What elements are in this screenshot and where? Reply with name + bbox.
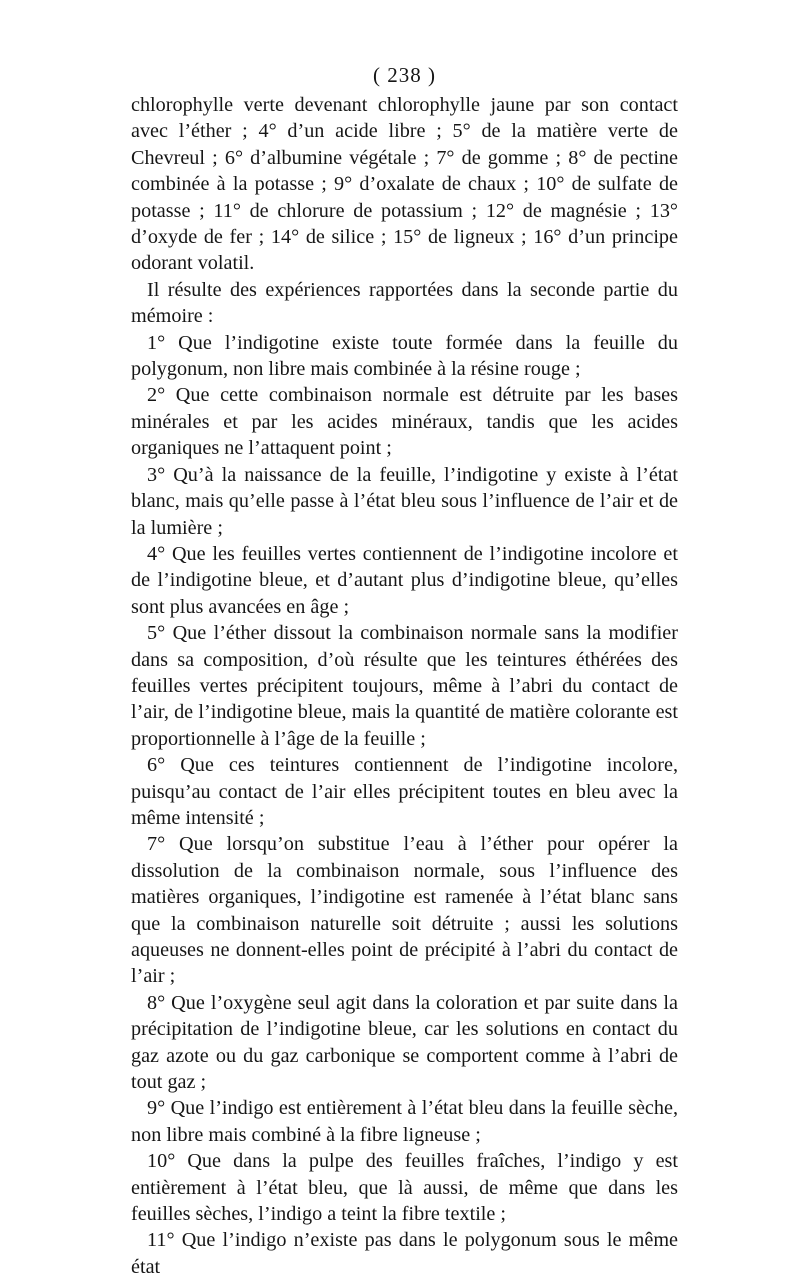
paragraph-continuation: chlorophylle verte devenant chlorophylle jaune par son contact avec l’éther ; 4° d’un acide libre ; 5° de la matière verte de Chevreul ; 6° d’albumine végétale ; 7° de gomme ; 8° de pectine combinée à la potasse ; 9° d’oxalate de chaux ; 10° de sulfate de potasse ; 11° de chlorure de potassium ; 12° de magnésie ; 13° d’oxyde de fer ; 14° de silice ; 15° de ligneux ; 16° d’un principe odorant volatil. xyxy=(131,94,678,275)
page-number: ( 238 ) xyxy=(373,63,436,87)
paragraph-item-5: 5° Que l’éther dissout la combinaison normale sans la modifier dans sa composition, d’où résulte que les teintures éthérées des feuilles vertes précipitent toujours, même à l’abri du contact de l’air, de l’indigotine bleue, mais la quantité de matière colorante est proportionnelle à l’âge de la feuille ; xyxy=(131,622,678,750)
paragraph-item-8: 8° Que l’oxygène seul agit dans la coloration et par suite dans la précipitation de l’indigotine bleue, car les solutions en contact du gaz azote ou du gaz carbonique se comportent comme à l’abri de tout gaz ; xyxy=(131,991,678,1094)
paragraph-item-10: 10° Que dans la pulpe des feuilles fraîches, l’indigo y est entièrement à l’état bleu, que là aussi, de même que dans les feuilles sèches, l’indigo a teint la fibre textile ; xyxy=(131,1150,678,1226)
paragraph-item-11: 11° Que l’indigo n’existe pas dans le polygonum sous le même état xyxy=(131,1229,678,1278)
paragraph-intro: Il résulte des expériences rapportées dans la seconde partie du mémoire : xyxy=(131,278,678,328)
paragraph-item-7: 7° Que lorsqu’on substitue l’eau à l’éther pour opérer la dissolution de la combinaison normale, sous l’influence des matières organiques, l’indigotine est ramenée à l’état blanc sans que la combinaison naturelle soit détruite ; aussi les solutions aqueuses ne donnent-elles point de précipité à l’abri du contact de l’air ; xyxy=(131,833,678,988)
paragraph-item-6: 6° Que ces teintures contiennent de l’indigotine incolore, puisqu’au contact de l’air elles précipitent toutes en bleu avec la même intensité ; xyxy=(131,754,678,829)
page-body-text xyxy=(131,92,678,1280)
paragraph-item-9: 9° Que l’indigo est entièrement à l’état bleu dans la feuille sèche, non libre mais combiné à la fibre ligneuse ; xyxy=(131,1097,678,1146)
paragraph-item-1: 1° Que l’indigotine existe toute formée dans la feuille du polygonum, non libre mais combinée à la résine rouge ; xyxy=(131,331,678,381)
paragraph-item-3: 3° Qu’à la naissance de la feuille, l’indigotine y existe à l’état blanc, mais qu’elle passe à l’état bleu sous l’influence de l’air et de la lumière ; xyxy=(131,463,678,539)
paragraph-item-2: 2° Que cette combinaison normale est détruite par les bases minérales et par les acides minéraux, tandis que les acides organiques ne l’attaquent point ; xyxy=(131,384,678,460)
paragraph-item-4: 4° Que les feuilles vertes contiennent de l’indigotine incolore et de l’indigotine bleue, et d’autant plus d’indigotine bleue, qu’elles sont plus avancées en âge ; xyxy=(131,542,678,618)
